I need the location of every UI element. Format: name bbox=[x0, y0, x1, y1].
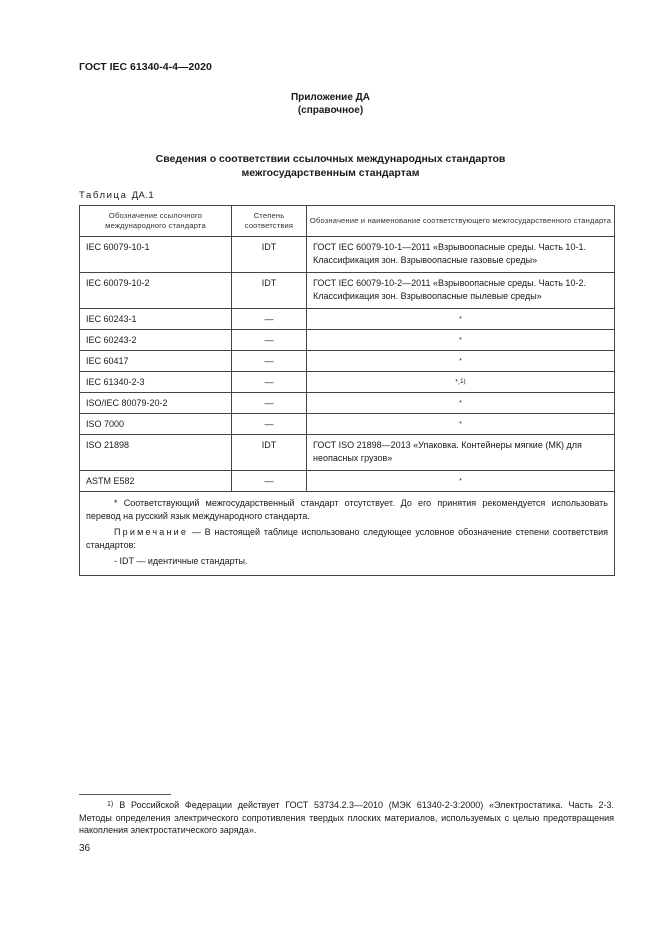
table-row bbox=[80, 471, 615, 492]
cell-name: * bbox=[459, 478, 462, 485]
cell-ref: ISO/IEC 80079-20-2 bbox=[86, 398, 168, 408]
cell-degree: — bbox=[264, 377, 274, 387]
cell-name: * bbox=[459, 337, 462, 344]
cell-degree: IDT bbox=[261, 242, 277, 252]
cell-degree: — bbox=[264, 314, 274, 324]
table-row bbox=[80, 393, 615, 414]
note-paragraph bbox=[86, 526, 608, 552]
cell-name: ГОСТ IEC 60079-10-2—2011 «Взрывоопасные среды. Часть 10-2. Классификация зон. Взрывоопасные пылевые среды» bbox=[313, 278, 586, 301]
table-row bbox=[80, 237, 615, 273]
table-row bbox=[80, 372, 615, 393]
header-degree: Степень соответствия bbox=[232, 206, 307, 237]
cell-degree: IDT bbox=[261, 278, 277, 288]
cell-ref: IEC 60079-10-1 bbox=[86, 242, 150, 252]
cell-ref: ASTM E582 bbox=[86, 476, 135, 486]
appendix-heading bbox=[0, 91, 661, 117]
footnote-mark: 1) bbox=[107, 801, 114, 808]
table-row bbox=[80, 435, 615, 471]
header-interstate-standard: Обозначение и наименование соответствующего межгосударственного стандарта bbox=[307, 206, 615, 237]
footnote-ref-mark: 1) bbox=[459, 378, 466, 385]
table-row bbox=[80, 330, 615, 351]
table-notes bbox=[80, 492, 614, 575]
cell-ref: IEC 61340-2-3 bbox=[86, 377, 145, 387]
document-code: ГОСТ IEC 61340-4-4—2020 bbox=[79, 61, 212, 73]
table-notes-row bbox=[80, 492, 615, 576]
cell-ref: ISO 21898 bbox=[86, 440, 130, 450]
cell-degree: IDT bbox=[261, 440, 277, 450]
footnote-separator bbox=[79, 794, 171, 795]
table-row bbox=[80, 273, 615, 309]
table-caption-prefix: Таблица bbox=[79, 190, 128, 201]
note-list-item: - IDT — идентичные стандарты. bbox=[114, 556, 248, 566]
cell-name: * bbox=[459, 316, 462, 323]
cell-name: * bbox=[459, 400, 462, 407]
cell-degree: — bbox=[264, 335, 274, 345]
cell-name-star: *, bbox=[455, 379, 460, 386]
note-label: Примечание bbox=[114, 527, 189, 537]
cell-name: ГОСТ ISO 21898—2013 «Упаковка. Контейнеры мягкие (МК) для неопасных грузов» bbox=[313, 440, 582, 463]
note-text: — В настоящей таблице использовано следующее условное обозначение степени соответствия стандартов: bbox=[86, 527, 608, 550]
table-row bbox=[80, 309, 615, 330]
cell-ref: IEC 60079-10-2 bbox=[86, 278, 150, 288]
cell-degree: — bbox=[264, 476, 274, 486]
footnote bbox=[79, 799, 614, 837]
appendix-title: Приложение ДА bbox=[290, 92, 371, 103]
header-ref-standard: Обозначение ссылочного международного стандарта bbox=[80, 206, 232, 237]
standards-table bbox=[79, 205, 615, 576]
table-row bbox=[80, 414, 615, 435]
cell-name: ГОСТ IEC 60079-10-1—2011 «Взрывоопасные среды. Часть 10-1. Классификация зон. Взрывоопасные газовые среды» bbox=[313, 242, 586, 265]
cell-degree: — bbox=[264, 398, 274, 408]
cell-name: * bbox=[459, 421, 462, 428]
cell-ref: IEC 60243-1 bbox=[86, 314, 137, 324]
cell-ref: IEC 60417 bbox=[86, 356, 129, 366]
cell-name: * bbox=[459, 358, 462, 365]
table-caption bbox=[79, 190, 154, 201]
cell-name bbox=[307, 372, 614, 392]
table-caption-number: ДА.1 bbox=[131, 190, 154, 201]
section-title bbox=[0, 153, 661, 180]
cell-ref: IEC 60243-2 bbox=[86, 335, 137, 345]
table-header-row bbox=[80, 206, 615, 237]
star-note: * Соответствующий межгосударственный стандарт отсутствует. До его принятия рекомендуется использовать перевод на русский язык международного стандарта. bbox=[86, 498, 608, 521]
section-title-line-2: межгосударственным стандартам bbox=[241, 166, 420, 179]
section-title-line-1: Сведения о соответствии ссылочных международных стандартов bbox=[155, 153, 506, 165]
cell-degree: — bbox=[264, 419, 274, 429]
page-number: 36 bbox=[79, 843, 91, 854]
cell-degree: — bbox=[264, 356, 274, 366]
table-row bbox=[80, 351, 615, 372]
footnote-text: В Российской Федерации действует ГОСТ 53734.2.3—2010 (МЭК 61340-2-3:2000) «Электростатика. Часть 2-3. Методы определения электрического сопротивления твердых плоских материалов, используемых с целью предотвращения накопления электростатического заряда». bbox=[79, 800, 614, 835]
cell-ref: ISO 7000 bbox=[86, 419, 125, 429]
appendix-subtitle: (справочное) bbox=[297, 105, 364, 116]
